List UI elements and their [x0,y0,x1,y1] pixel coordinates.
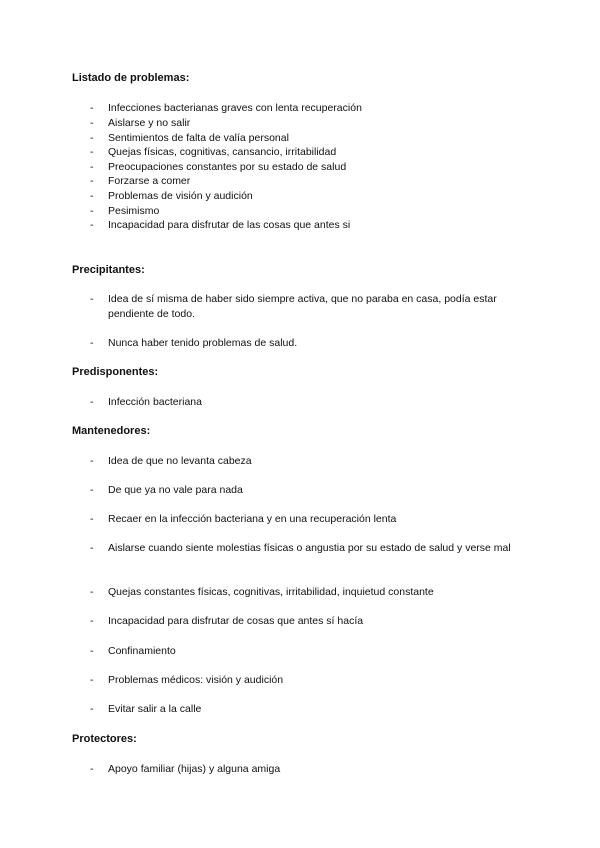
list-item: - Apoyo familiar (hijas) y alguna amiga [90,763,281,775]
bullet-dash: - [90,763,94,775]
bullet-dash: - [90,396,94,408]
list-item: - Quejas constantes físicas, cognitivas, irritabilidad, inquietud constante [90,586,434,598]
bullet-dash: - [90,615,94,627]
list-item: - Infecciones bacterianas graves con lenta recuperación [90,102,362,114]
list-item: - Problemas de visión y audición [90,190,253,202]
list-item: - Evitar salir a la calle [90,703,202,715]
bullet-dash: - [90,513,94,525]
list-item: - Idea de sí misma de haber sido siempre activa, que no paraba en casa, podía estar pendiente de todo. [90,293,497,320]
section-heading-protectores: Protectores: [72,733,137,745]
bullet-dash: - [90,455,94,467]
bullet-dash: - [90,703,94,715]
bullet-dash: - [90,175,94,187]
bullet-dash: - [90,542,94,554]
list-item: - Incapacidad para disfrutar de las cosas que antes si [90,219,351,231]
bullet-dash: - [90,146,94,158]
bullet-dash: - [90,586,94,598]
list-item: - Incapacidad para disfrutar de cosas que antes sí hacía [90,615,364,627]
list-item: - Aislarse y no salir [90,117,191,129]
list-item: - Quejas físicas, cognitivas, cansancio, irritabilidad [90,146,337,158]
bullet-dash: - [90,484,94,496]
bullet-dash: - [90,674,94,686]
list-item: - Confinamiento [90,645,176,657]
list-item: - Infección bacteriana [90,396,202,408]
bullet-dash: - [90,161,94,173]
list-item: - Recaer en la infección bacteriana y en una recuperación lenta [90,513,397,525]
list-item: - De que ya no vale para nada [90,484,243,496]
bullet-dash: - [90,102,94,114]
bullet-dash: - [90,293,94,305]
bullet-dash: - [90,337,94,349]
list-item: - Aislarse cuando siente molestias físicas o angustia por su estado de salud y verse mal [90,542,511,554]
bullet-dash: - [90,190,94,202]
list-item: - Nunca haber tenido problemas de salud. [90,337,298,349]
bullet-dash: - [90,132,94,144]
list-item: - Preocupaciones constantes por su estado de salud [90,161,347,173]
list-item: - Pesimismo [90,205,160,217]
section-heading-problemas: Listado de problemas: [72,72,190,84]
bullet-dash: - [90,645,94,657]
list-item: - Idea de que no levanta cabeza [90,455,252,467]
list-item: - Forzarse a comer [90,175,191,187]
list-item: - Sentimientos de falta de valía personal [90,132,289,144]
list-item: - Problemas médicos: visión y audición [90,674,284,686]
bullet-dash: - [90,205,94,217]
bullet-dash: - [90,219,94,231]
section-heading-predisponentes: Predisponentes: [72,366,159,378]
section-heading-mantenedores: Mantenedores: [72,425,151,437]
bullet-dash: - [90,117,94,129]
section-heading-precipitantes: Precipitantes: [72,264,145,276]
